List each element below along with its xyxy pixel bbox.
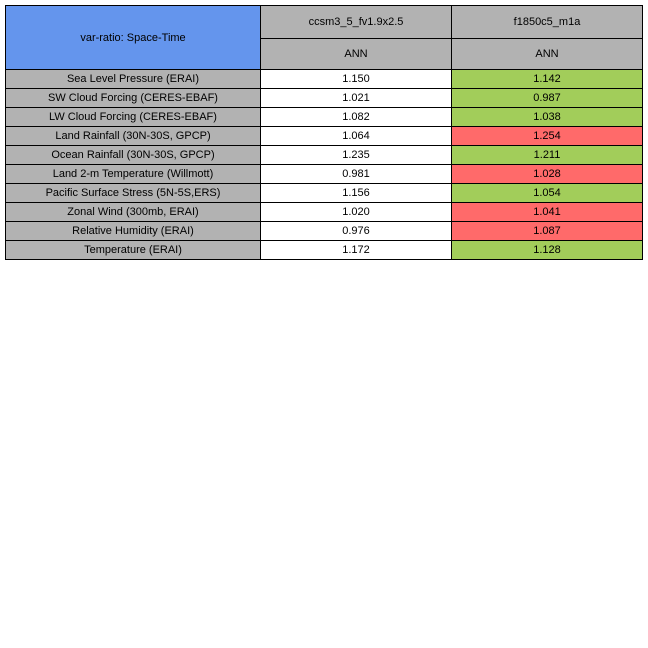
row-label: Land 2-m Temperature (Willmott) — [6, 165, 261, 184]
row-label: Ocean Rainfall (30N-30S, GPCP) — [6, 146, 261, 165]
row-label: Sea Level Pressure (ERAI) — [6, 70, 261, 89]
var-ratio-table — [5, 5, 643, 260]
value-case-1: 1.064 — [261, 127, 452, 146]
table-row — [6, 222, 643, 241]
table-title: var-ratio: Space-Time — [6, 6, 261, 70]
row-label: Pacific Surface Stress (5N-5S,ERS) — [6, 184, 261, 203]
row-label: SW Cloud Forcing (CERES-EBAF) — [6, 89, 261, 108]
row-label: Land Rainfall (30N-30S, GPCP) — [6, 127, 261, 146]
table-row — [6, 203, 643, 222]
value-case-2: 0.987 — [452, 89, 643, 108]
value-case-2: 1.254 — [452, 127, 643, 146]
value-case-2: 1.041 — [452, 203, 643, 222]
value-case-1: 1.235 — [261, 146, 452, 165]
table-row — [6, 184, 643, 203]
case-header-1: ccsm3_5_fv1.9x2.5 — [261, 6, 452, 39]
table-row — [6, 146, 643, 165]
value-case-1: 1.021 — [261, 89, 452, 108]
value-case-2: 1.142 — [452, 70, 643, 89]
row-label: LW Cloud Forcing (CERES-EBAF) — [6, 108, 261, 127]
row-label: Temperature (ERAI) — [6, 241, 261, 260]
value-case-2: 1.028 — [452, 165, 643, 184]
value-case-2: 1.128 — [452, 241, 643, 260]
row-label: Relative Humidity (ERAI) — [6, 222, 261, 241]
value-case-2: 1.087 — [452, 222, 643, 241]
value-case-2: 1.038 — [452, 108, 643, 127]
row-label: Zonal Wind (300mb, ERAI) — [6, 203, 261, 222]
value-case-1: 0.976 — [261, 222, 452, 241]
value-case-1: 1.020 — [261, 203, 452, 222]
season-header-2: ANN — [452, 39, 643, 70]
value-case-1: 1.150 — [261, 70, 452, 89]
table-row — [6, 89, 643, 108]
table-row — [6, 108, 643, 127]
table-row — [6, 241, 643, 260]
value-case-1: 1.082 — [261, 108, 452, 127]
season-header-1: ANN — [261, 39, 452, 70]
value-case-2: 1.054 — [452, 184, 643, 203]
value-case-1: 1.172 — [261, 241, 452, 260]
value-case-1: 0.981 — [261, 165, 452, 184]
case-header-2: f1850c5_m1a — [452, 6, 643, 39]
value-case-2: 1.211 — [452, 146, 643, 165]
table-row — [6, 165, 643, 184]
value-case-1: 1.156 — [261, 184, 452, 203]
table-row — [6, 127, 643, 146]
table-row — [6, 70, 643, 89]
